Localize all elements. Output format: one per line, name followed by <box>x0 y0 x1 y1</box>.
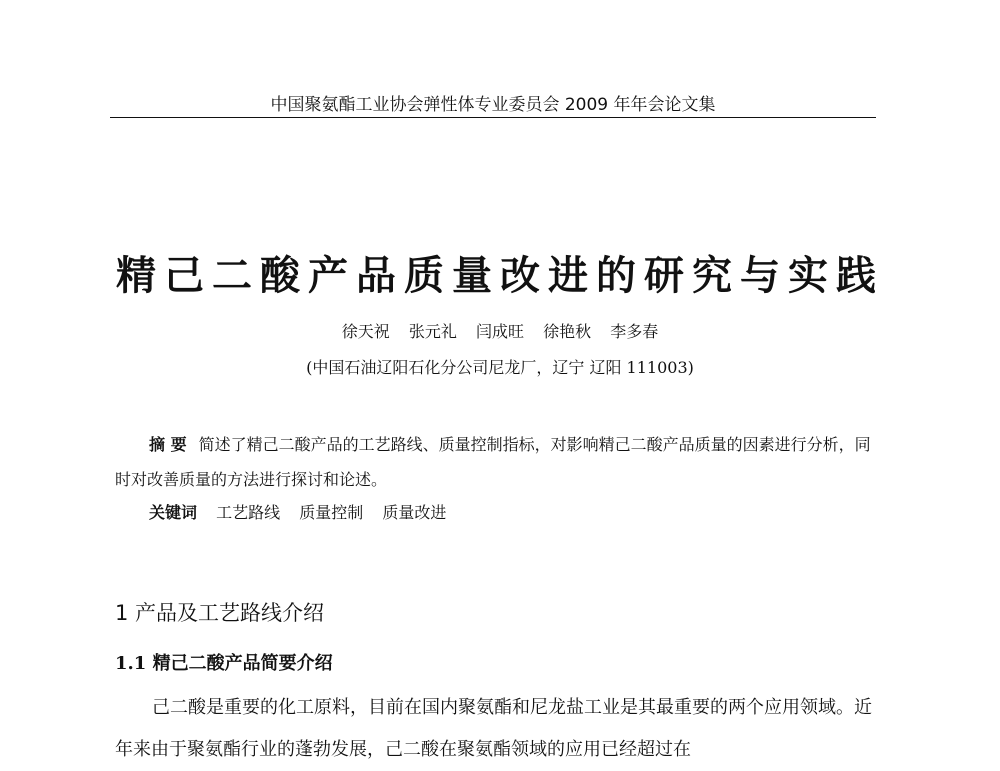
abstract <box>115 427 880 497</box>
body-paragraph: 己二酸是重要的化工原料，目前在国内聚氨酯和尼龙盐工业是其最重要的两个应用领域。近年来由于聚氨酯行业的蓬勃发展，己二酸在聚氨酯领域的应用已经超过在 <box>115 697 872 760</box>
author-list <box>0 319 1000 342</box>
running-header: 中国聚氨酯工业协会弹性体专业委员会 2009 年年会论文集 <box>270 95 716 115</box>
keywords-label: 关键词 <box>149 503 198 522</box>
section-heading: 1 产品及工艺路线介绍 <box>115 601 325 625</box>
author-name: 徐艳秋 <box>543 322 592 341</box>
abstract-text: 简述了精己二酸产品的工艺路线、质量控制指标，对影响精己二酸产品质量的因素进行分析，同时对改善质量的方法进行探讨和论述。 <box>115 435 871 489</box>
author-name: 张元礼 <box>408 322 457 341</box>
paper-title: 精己二酸产品质量改进的研究与实践 <box>116 252 884 299</box>
author-name: 徐天祝 <box>341 322 390 341</box>
keyword: 质量控制 <box>299 503 364 522</box>
author-name: 李多春 <box>610 322 659 341</box>
subsection-heading: 1.1 精己二酸产品简要介绍 <box>115 653 333 674</box>
affiliation: (中国石油辽阳石化分公司尼龙厂，辽宁 辽阳 111003) <box>306 358 694 377</box>
author-name: 闫成旺 <box>475 322 524 341</box>
header-rule <box>110 117 876 118</box>
keyword: 质量改进 <box>382 503 447 522</box>
abstract-label: 摘 要 <box>149 435 187 454</box>
keywords <box>149 500 460 523</box>
keyword: 工艺路线 <box>216 503 281 522</box>
